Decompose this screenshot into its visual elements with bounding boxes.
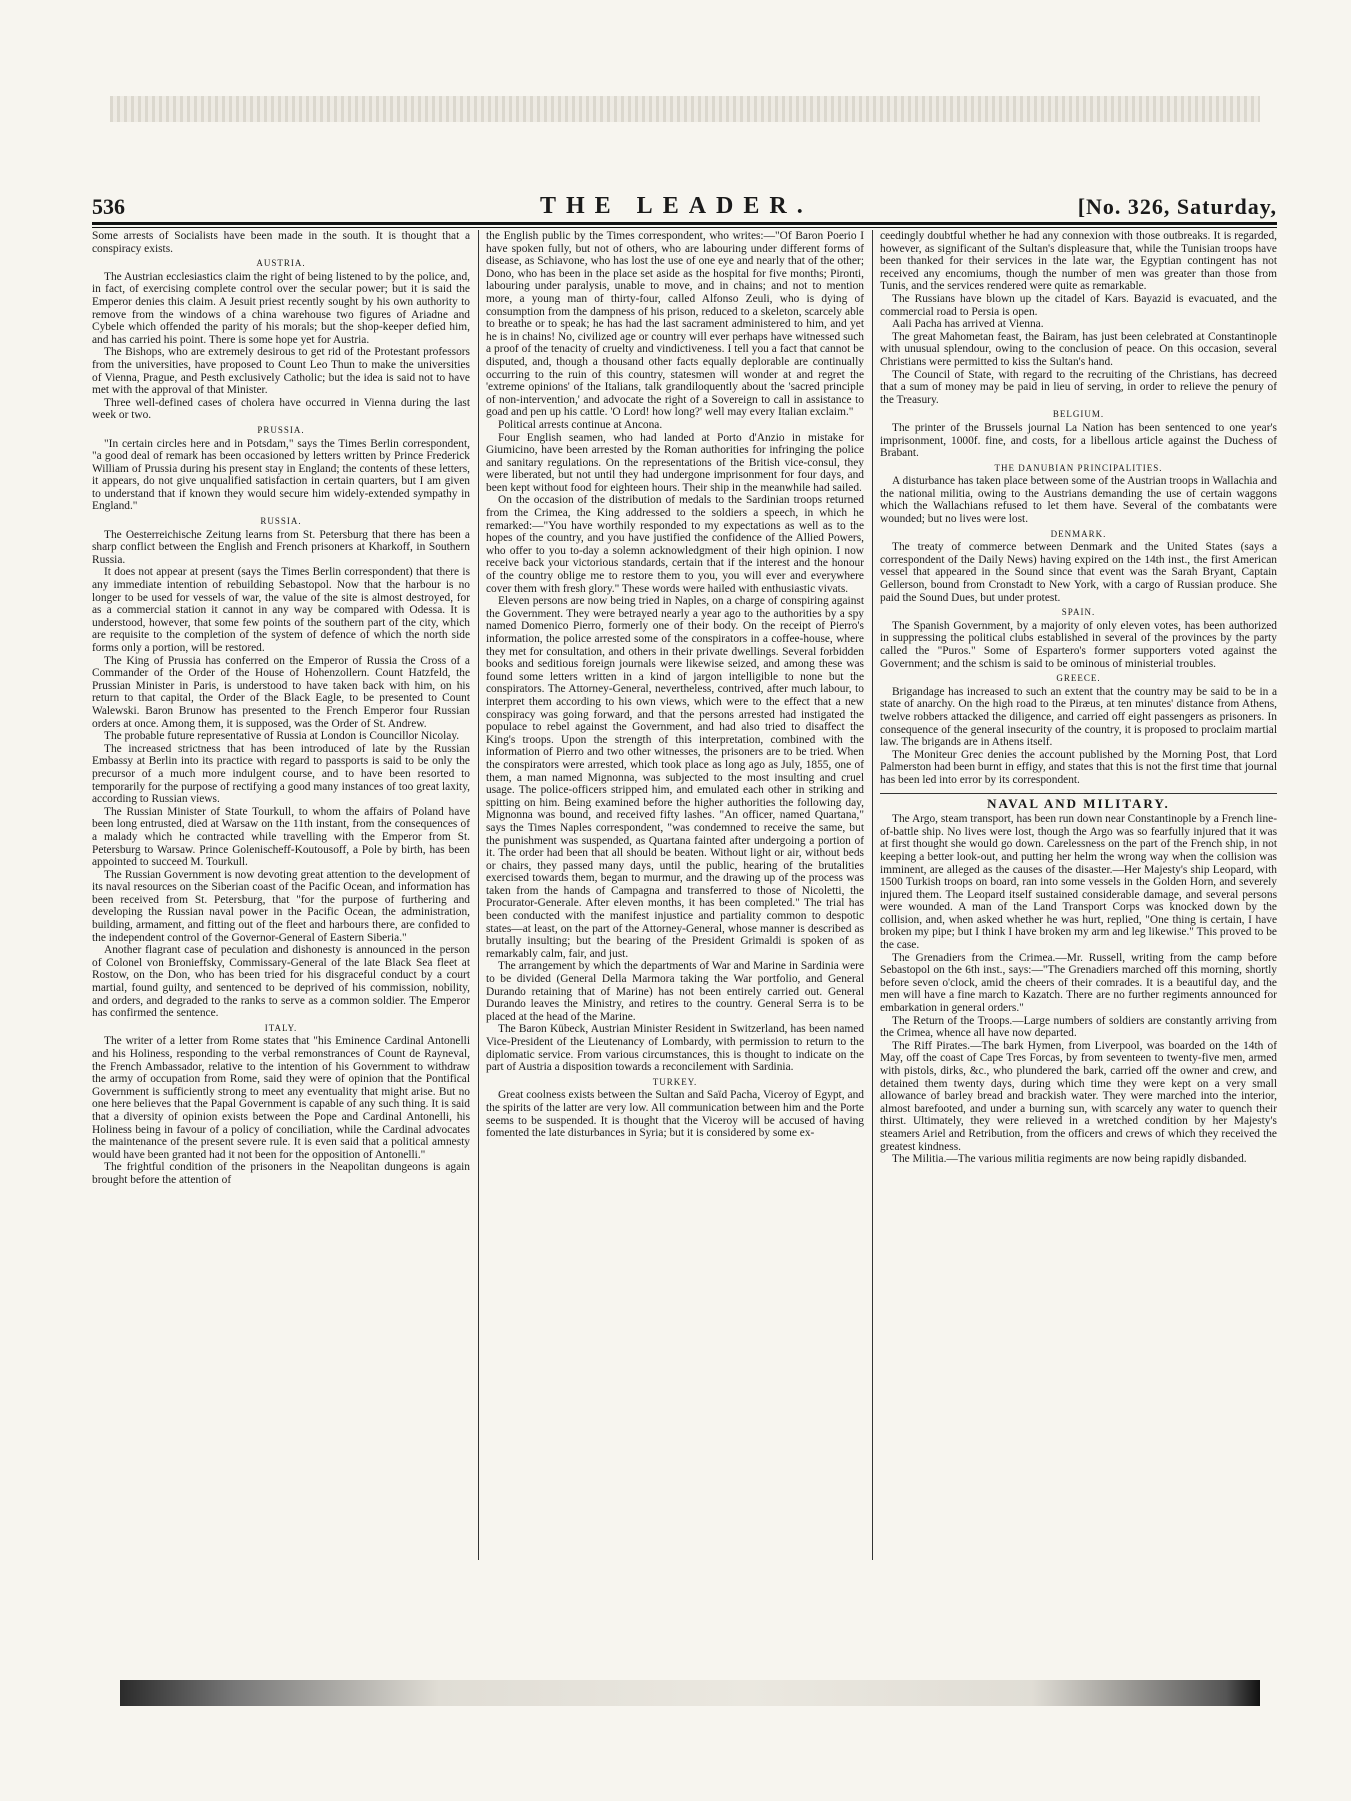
- article-paragraph: ceedingly doubtful whether he had any connexion with those outbreaks. It is regarded, however, as significant of the Sultan's displeasure that, while the Tunisian troops have been thanked for their services in the late war, the Egyptian contingent has not received any encomiums, though the number of men was greater than those from Tunis, and the services rendered were quite as remarkable.: [880, 230, 1277, 293]
- section-heading-belgium: BELGIUM.: [1052, 409, 1105, 420]
- masthead: [92, 192, 1277, 220]
- section-heading-danubian: THE DANUBIAN PRINCIPALITIES.: [994, 462, 1163, 473]
- article-paragraph: The Grenadiers from the Crimea.—Mr. Russell, writing from the camp before Sebastopol on the 6th inst., says:—"The Grenadiers marched off this morning, shortly before seven o'clock, amid the cheers of their comrades. It is a beautiful day, and the men will have a fine march to Kazatch. There are no further regiments announced for embarkation in general orders.": [880, 951, 1277, 1015]
- article-paragraph: The Oesterreichische Zeitung learns from St. Petersburg that there has been a sharp conflict between the English and French prisoners at Kharkoff, in Southern Russia.: [92, 528, 470, 566]
- column-1: [92, 230, 470, 1560]
- section-heading-spain: SPAIN.: [1061, 607, 1096, 618]
- article-paragraph: The Baron Kübeck, Austrian Minister Resident in Switzerland, has been named Vice-President of the Lieutenancy of Lombardy, with permission to return to the diplomatic service. From various circumstances, this is thought to indicate on the part of Austria a disposition towards a reconcilement with Sardinia.: [486, 1023, 864, 1074]
- article-paragraph: The Spanish Government, by a majority of only eleven votes, has been authorized in suppressing the political clubs established in several of the provinces by the party called the "Puros." Some of Espartero's former supporters voted against the Government; and the schism is said to be ominous of ministerial troubles.: [880, 619, 1277, 670]
- article-paragraph: Four English seamen, who had landed at Porto d'Anzio in mistake for Giumicino, have been arrested by the Roman authorities for infringing the police and sanitary regulations. On the representations of the British vice-consul, they were liberated, but not until they had undergone imprisonment for four days, and been kept without food for eighteen hours. Their ship in the meanwhile had sailed.: [486, 431, 864, 494]
- issue-number: [No. 326, Saturday,: [1077, 194, 1277, 219]
- section-heading-greece: GREECE.: [1056, 673, 1101, 684]
- masthead-rule: [92, 222, 1277, 225]
- section-heading-russia: RUSSIA.: [260, 516, 302, 527]
- article-paragraph: The writer of a letter from Rome states that "his Eminence Cardinal Antonelli and his Holiness, responding to the verbal remonstrances of Count de Rayneval, the French Ambassador, relative to the intention of his Government to withdraw the army of occupation from Rome, said they were of opinion that the Pontifical Government is sufficiently strong to meet any eventuality that might arise. But no one here believes that the Papal Government is capable of any such thing. It is said that a diversity of opinion exists between the Pope and Cardinal Antonelli, his Holiness being in favour of a policy of conciliation, while the Cardinal advocates the maintenance of the present severe rule. It is even said that a political amnesty would have been granted had it not been for the opposition of Antonelli.": [92, 1035, 470, 1161]
- article-paragraph: The frightful condition of the prisoners in the Neapolitan dungeons is again brought before the attention of: [92, 1161, 470, 1186]
- article-paragraph: The Russians have blown up the citadel of Kars. Bayazid is evacuated, and the commercial road to Persia is open.: [880, 292, 1277, 318]
- article-paragraph: The Argo, steam transport, has been run down near Constantinople by a French line-of-battle ship. No lives were lost, though the Argo was so fearfully injured that it was at first thought she would go down. Carelessness on the part of the French ship, in not keeping a better look-out, and putting her helm the wrong way when the collision was imminent, are alleged as the causes of the disaster.—Her Majesty's ship Leopard, with 1500 Turkish troops on board, ran into some vessels in the Golden Horn, and severely injured them. The Leopard itself sustained considerable damage, and several persons were wounded. A man of the Land Transport Corps was knocked down by the collision, and, when asked whether he was hurt, replied, "One thing is certain, I have broken my pipe; but I think I have broken my arm and leg likewise." This proved to be the case.: [880, 813, 1277, 952]
- article-paragraph: The Moniteur Grec denies the account published by the Morning Post, that Lord Palmerston had been burnt in effigy, and states that this is not the first time that journal has been led into error by its correspondent.: [880, 748, 1277, 786]
- article-paragraph: The Russian Minister of State Tourkull, to whom the affairs of Poland have been long entrusted, died at Warsaw on the 11th instant, from the consequences of a malady which he contracted while travelling with the Emperor from St. Petersburg to Warsaw. Prince Golenischeff-Koutousoff, a Pole by birth, has been appointed to succeed M. Tourkull.: [92, 805, 470, 869]
- article-paragraph: It does not appear at present (says the Times Berlin correspondent) that there is any immediate intention of rebuilding Sebastopol. Now that the harbour is no longer to be used for vessels of war, the value of the site is almost destroyed, for as a commercial station it cannot in any way be compared with Odessa. It is understood, however, that some few points of the southern part of the city, which are requisite to the completion of the system of defence of which the north side forms only a portion, will be restored.: [92, 566, 470, 654]
- article-paragraph: The probable future representative of Russia at London is Councillor Nicolay.: [104, 730, 460, 743]
- article-paragraph: The Bishops, who are extremely desirous to get rid of the Protestant professors from the universities, have proposed to Count Leo Thun to make the universities of Vienna, Prague, and Pesth exclusively Catholic; but the idea is said not to have met with the approval of that Minister.: [92, 346, 470, 397]
- article-paragraph: A disturbance has taken place between some of the Austrian troops in Wallachia and the national militia, owing to the Austrians demanding the use of certain waggons which the Wallachians refused to let them have. Several of the combatants were wounded; but no lives were lost.: [880, 475, 1277, 526]
- section-heading-turkey: TURKEY.: [652, 1076, 698, 1087]
- article-paragraph: The King of Prussia has conferred on the Emperor of Russia the Cross of a Commander of the Order of the House of Hohenzollern. Count Hatzfeld, the Prussian Minister in Paris, is understood to have taken back with him, on his return to that capital, the Order of the Black Eagle, to be presented to Count Walewski. Baron Brunow has presented to the French Emperor four Russian orders at once. Among them, it is supposed, was the Order of St. Andrew.: [92, 654, 470, 730]
- section-heading-prussia: PRUSSIA.: [257, 424, 305, 435]
- article-paragraph: The printer of the Brussels journal La Nation has been sentenced to one year's imprisonment, 1000f. fine, and costs, for a libellous article against the Duchess of Brabant.: [880, 421, 1277, 460]
- masthead-rule-thin: [92, 227, 1277, 228]
- article-paragraph: The treaty of commerce between Denmark and the United States (says a correspondent of the Daily News) having expired on the 14th inst., the first American vessel that appeared in the Sound since that event was the Sarah Bryant, Captain Gellerson, bound from Cronstadt to New York, with a cargo of Russian produce. She paid the Sound Dues, but under protest.: [880, 541, 1277, 604]
- article-paragraph: Another flagrant case of peculation and dishonesty is announced in the person of Colonel von Bronieffsky, Commissary-General of the late Black Sea fleet at Rostow, on the Don, who has been tried for his disgraceful conduct by a court martial, found guilty, and sentenced to be deprived of his commission, nobility, and orders, and degraded to the ranks to serve as a common soldier. The Emperor has confirmed the sentence.: [92, 944, 470, 1020]
- section-heading-denmark: DENMARK.: [1050, 528, 1107, 539]
- article-paragraph: The Militia.—The various militia regiments are now being rapidly disbanded.: [892, 1153, 1247, 1166]
- scan-noise-bottom: [120, 1680, 1260, 1706]
- article-paragraph: "In certain circles here and in Potsdam," says the Times Berlin correspondent, "a good deal of remark has been occasioned by letters written by Prince Frederick William of Prussia during his present stay in England; the contents of these letters, it appears, do not give unqualified satisfaction in certain quarters, but I am given to understand that if known they would secure him widely-extended sympathy in England.": [92, 437, 470, 513]
- article-paragraph: Aali Pacha has arrived at Vienna.: [892, 318, 1044, 331]
- article-paragraph: The Riff Pirates.—The bark Hymen, from Liverpool, was boarded on the 14th of May, off the coast of Cape Tres Forcas, by from seventeen to twenty-five men, armed with pistols, dirks, &c., who plundered the bark, carried off the owner and crew, and detained them twenty days, during which time they were kept on a very small allowance of barley bread and brackish water. They were marched into the interior, almost barefooted, and under a burning sun, with scarcely any water to quench their thirst. Ultimately, they were relieved in a wretched condition by her Majesty's steamers Ariel and Retribution, from the officers and crews of which they received the greatest kindness.: [880, 1039, 1277, 1153]
- article-paragraph: Eleven persons are now being tried in Naples, on a charge of conspiring against the Government. They were betrayed nearly a year ago to the authorities by a spy named Domenico Pierro, formerly one of their body. On the receipt of Pierro's information, the police arrested some of the conspirators in a coffee-house, where they met for consultation, and others in their private dwellings. Several forbidden books and seditious foreign journals were likewise seized, and among these was found some letters written in a kind of jargon intelligible to none but the conspirators. The Attorney-General, nevertheless, contrived, after much labour, to interpret them according to his own views, which were to the effect that a new conspiracy was going forward, and that the persons arrested had instigated the populace to rebel against the Government, and had also tried to disaffect the King's troops. Upon the strength of this interpretation, combined with the information of Pierro and two other witnesses, the prisoners are to be tried. When the conspirators were arrested, which took place as long ago as July, 1855, one of them, a man named Mignonna, was subjected to the most insulting and cruel usage. The police-officers stripped him, and emulated each other in striking and spitting on him. Being examined before the higher authorities the following day, Mignonna was bound, and received fifty lashes. "An officer, named Quartana," says the Times Naples correspondent, "was condemned to receive the same, but the punishment was suspended, as Quartana fainted after undergoing a portion of it. The order had been that all should be beaten. Without light or air, without beds or chairs, they passed many days, until the public, hearing of the brutalities exercised towards them, began to murmur, and the drawing up of the process was taken from the hands of Campagna and transferred to those of Nicoletti, the Procurator-Generale. After eleven months, it has been completed." The trial has been conducted with the manifest injustice and partiality common to despotic states—at least, on the part of the Attorney-General, whose manner is described as brutally insulting; but the bearing of the President Grimaldi is spoken of as remarkably calm, fair, and just.: [486, 595, 864, 960]
- article-paragraph: The Return of the Troops.—Large numbers of soldiers are constantly arriving from the Crimea, whence all have now departed.: [880, 1014, 1277, 1040]
- section-heading-austria: AUSTRIA.: [256, 258, 306, 269]
- newspaper-title: THE LEADER.: [540, 193, 813, 219]
- column-3: [880, 230, 1277, 1560]
- article-paragraph: The arrangement by which the departments of War and Marine in Sardinia were to be divided (General Della Marmora taking the War portfolio, and General Durando retaining that of Marine) has not been entirely carried out. General Durando leaves the Ministry, and retires to the country. General Serra is to be placed at the head of the Marine.: [486, 960, 864, 1023]
- section-heading-naval-military: NAVAL AND MILITARY.: [880, 793, 1277, 811]
- article-paragraph: Three well-defined cases of cholera have occurred in Vienna during the last week or two.: [92, 396, 470, 422]
- column-divider: [478, 230, 479, 1560]
- section-heading-italy: ITALY.: [264, 1022, 298, 1033]
- article-paragraph: The increased strictness that has been introduced of late by the Russian Embassy at Berlin into its practice with regard to passports is said to be only the precursor of a much more indulgent course, and to have been resorted to temporarily for the purpose of rectifying a good many instances of too great laxity, according to Russian views.: [92, 742, 470, 806]
- article-paragraph: The great Mahometan feast, the Bairam, has just been celebrated at Constantinople with unusual splendour, owing to the conclusion of peace. On this occasion, several Christians were permitted to kiss the Sultan's hand.: [880, 330, 1277, 368]
- article-paragraph: The Council of State, with regard to the recruiting of the Christians, has decreed that a sum of money may be paid in lieu of serving, in order to relieve the penury of the Treasury.: [880, 368, 1277, 406]
- article-paragraph: On the occasion of the distribution of medals to the Sardinian troops returned from the Crimea, the King addressed to the soldiers a speech, in which he remarked:—"You have worthily responded to my expectations as well as to the hopes of the country, and you have justified the confidence of the Allied Powers, who offer to you to-day a solemn acknowledgment of their high opinion. I now receive back your victorious standards, certain that if the interest and the honour of the country oblige me to restore them to you, you will ever and everywhere cover them with fresh glory." These words were hailed with enthusiastic vivats.: [486, 494, 864, 595]
- article-paragraph: Brigandage has increased to such an extent that the country may be said to be in a state of anarchy. On the high road to the Piræus, at ten minutes' distance from Athens, twelve robbers attacked the diligence, and carried off eight passengers as prisoners. In consequence of the general insecurity of the country, it is proposed to proclaim martial law. The brigands are in Athens itself.: [880, 685, 1277, 749]
- column-divider: [872, 230, 873, 1560]
- page-number: 536: [92, 194, 125, 219]
- column-2: [486, 230, 864, 1560]
- scan-noise-top: [110, 96, 1260, 122]
- article-paragraph: the English public by the Times correspondent, who writes:—"Of Baron Poerio I have spoken fully, but not of others, who are labouring under different forms of disease, as Schiavone, who has lost the use of one eye and nearly that of the other; Dono, who has been in the place set aside as the hospital for five months; Pironti, labouring under paralysis, unable to move, and in chains; and not to mention more, a young man of thirty-four, called Alfonso Zeuli, who is dying of consumption from the dampness of his prison, reduced to a skeleton, scarcely able to breathe or to speak; he has had the last sacrament administered to him, and yet he is in chains! No, civilized age or country will ever perhaps have witnessed such a proof of the tenacity of cruelty and vindictiveness. I tell you a fact that cannot be disputed, and, though a thousand other facts equally deplorable are continually occurring to the ruin of this country, statesmen will wonder at and regret the 'extreme opinions' of the Italians, talk grandiloquently about the 'sacred principle of non-intervention,' and advocate the right of a Sovereign to call in assistance to goad and pen up his cattle. 'O Lord! how long?' well may every Italian exclaim.": [486, 230, 864, 419]
- article-paragraph: Political arrests continue at Ancona.: [498, 418, 663, 431]
- article-paragraph: The Austrian ecclesiastics claim the right of being listened to by the police, and, in fact, of exercising complete control over the secular power; but it is said the Emperor denies this claim. A Jesuit priest recently sought by his own authority to remove from the windows of a china warehouse two figures of Ariadne and Cybele which offended the parity of his morals; but the shop-keeper defied him, and has carried his point. There is some hope yet for Austria.: [92, 270, 470, 346]
- article-paragraph: Some arrests of Socialists have been made in the south. It is thought that a conspiracy exists.: [92, 230, 470, 255]
- article-paragraph: The Russian Government is now devoting great attention to the development of its naval resources on the Siberian coast of the Pacific Ocean, and information has been received from St. Petersburg, that "for the purpose of furthering and developing the Russian naval power in the Pacific Ocean, the administration, building, armament, and fitting out of the fleet and harbours there, are confided to the independent control of the Governor-General of Eastern Siberia.": [92, 868, 470, 944]
- article-paragraph: Great coolness exists between the Sultan and Saïd Pacha, Viceroy of Egypt, and the spirits of the latter are very low. All communication between him and the Porte seems to be suspended. It is thought that the Viceroy will be accused of having fomented the late disturbances in Syria; but it is considered by some ex-: [486, 1089, 864, 1140]
